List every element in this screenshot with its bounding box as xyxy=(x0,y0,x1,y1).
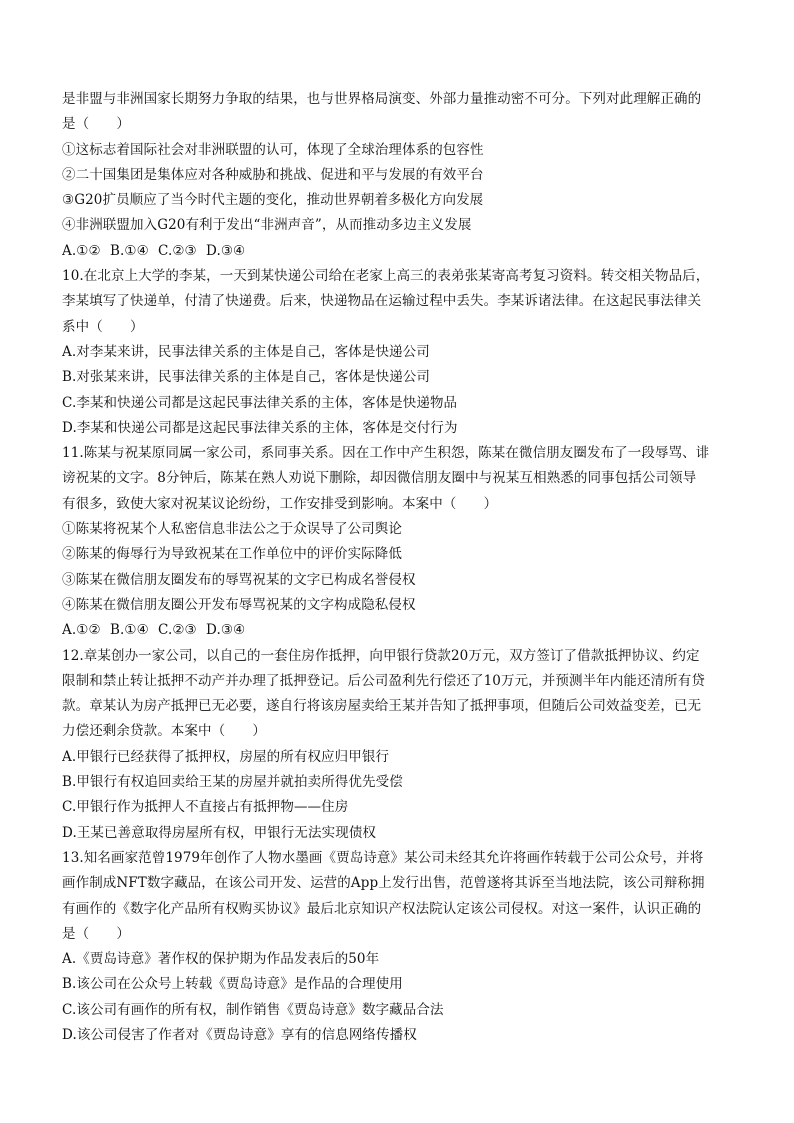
option-c: C.甲银行作为抵押人不直接占有抵押物——住房 xyxy=(62,799,349,816)
option-a: A.甲银行已经获得了抵押权，房屋的所有权应归甲银行 xyxy=(62,748,390,765)
question-stem-line: 11.陈某与祝某原同属一家公司，系同事关系。因在工作中产生积怨，陈某在微信朋友圈发布了一段辱骂、诽 xyxy=(62,445,710,462)
question-stem-line: 力偿还剩余贷款。本案中（ ） xyxy=(62,723,266,740)
choice-d: D.③④ xyxy=(206,242,246,259)
question-13 xyxy=(62,846,734,1048)
statement: ①这标志着国际社会对非洲联盟的认可，体现了全球治理体系的包容性 xyxy=(62,141,484,158)
question-stem-line: 谤祝某的文字。8分钟后，陈某在熟人劝说下删除，却因微信朋友圈中与祝某互相熟悉的同事包括公司领导 xyxy=(62,470,697,487)
question-12 xyxy=(62,644,734,846)
statement: ④非洲联盟加入G20有利于发出“非洲声音”，从而推动多边主义发展 xyxy=(62,217,472,234)
question-stem-line: 12.章某创办一家公司，以自己的一套住房作抵押，向甲银行贷款20万元，双方签订了借款抵押协议、约定 xyxy=(62,647,700,664)
choice-d: D.③④ xyxy=(206,622,246,639)
option-d: D.李某和快递公司都是这起民事法律关系的主体，客体是交付行为 xyxy=(62,419,458,436)
statement: ②二十国集团是集体应对各种威胁和挑战、促进和平与发展的有效平台 xyxy=(62,166,484,183)
option-c: C.该公司有画作的所有权，制作销售《贾岛诗意》数字藏品合法 xyxy=(62,1001,444,1018)
choice-c: C.②③ xyxy=(158,622,197,639)
question-stem-line: 款。章某认为房产抵押已无必要，遂自行将该房屋卖给王某并告知了抵押事项，但随后公司效益变差，已无 xyxy=(62,698,702,715)
question-stem-line: 有画作的《数字化产品所有权购买协议》最后北京知识产权法院认定该公司侵权。对这一案件，认识正确的 xyxy=(62,900,702,917)
statement: ①陈某将祝某个人私密信息非法公之于众误导了公司舆论 xyxy=(62,521,402,538)
question-stem-line: 是非盟与非洲国家长期努力争取的结果，也与世界格局演变、外部力量推动密不可分。下列对此理解正确的 xyxy=(62,91,702,107)
choice-a: A.①② xyxy=(62,242,101,259)
statement: ②陈某的侮辱行为导致祝某在工作单位中的评价实际降低 xyxy=(62,546,402,563)
statement: ④陈某在微信朋友圈公开发布辱骂祝某的文字构成隐私侵权 xyxy=(62,596,416,613)
answer-choices xyxy=(62,239,734,264)
question-stem-line: 有很多，致使大家对祝某议论纷纷，工作安排受到影响。本案中（ ） xyxy=(62,495,498,512)
exam-page xyxy=(62,87,734,1048)
choice-a: A.①② xyxy=(62,622,101,639)
question-stem-line: 李某填写了快递单，付清了快递费。后来，快递物品在运输过程中丢失。李某诉诸法律。在这起民事法律关 xyxy=(62,293,702,310)
question-stem-line: 系中（ ） xyxy=(62,318,144,335)
option-b: B.对张某来讲，民事法律关系的主体是自己，客体是快递公司 xyxy=(62,369,431,386)
question-stem-line: 限制和禁止转让抵押不动产并办理了抵押登记。后公司盈利先行偿还了10万元，并预测半年内能还清所有贷 xyxy=(62,672,705,689)
option-b: B.甲银行有权追回卖给王某的房屋并就拍卖所得优先受偿 xyxy=(62,774,403,791)
option-d: D.该公司侵害了作者对《贾岛诗意》享有的信息网络传播权 xyxy=(62,1026,417,1043)
question-stem-line: 是（ ） xyxy=(62,116,130,133)
choice-b: B.①④ xyxy=(110,622,149,639)
question-stem-line: 是（ ） xyxy=(62,925,130,942)
question-stem-line: 13.知名画家范曾1979年创作了人物水墨画《贾岛诗意》某公司未经其允许将画作转载于公司公众号，并将 xyxy=(62,849,704,866)
statement: ③陈某在微信朋友圈发布的辱骂祝某的文字已构成名誉侵权 xyxy=(62,571,416,588)
option-a: A.对李某来讲，民事法律关系的主体是自己，客体是快递公司 xyxy=(62,343,430,360)
choice-b: B.①④ xyxy=(110,242,149,259)
statement: ③G20扩员顺应了当今时代主题的变化，推动世界朝着多极化方向发展 xyxy=(62,192,484,209)
option-d: D.王某已善意取得房屋所有权，甲银行无法实现债权 xyxy=(62,824,377,841)
option-b: B.该公司在公众号上转载《贾岛诗意》是作品的合理使用 xyxy=(62,976,403,993)
answer-choices xyxy=(62,618,734,643)
question-10 xyxy=(62,264,734,441)
question-11 xyxy=(62,441,734,643)
question-stem-line: 画作制成NFT数字藏品，在该公司开发、运营的App上发行出售，范曾遂将其诉至当地法院，该公司辩称拥 xyxy=(62,875,705,892)
option-c: C.李某和快递公司都是这起民事法律关系的主体，客体是快递物品 xyxy=(62,394,458,411)
choice-c: C.②③ xyxy=(158,242,197,259)
question-stem-line: 10.在北京上大学的李某，一天到某快递公司给在老家上高三的表弟张某寄高考复习资料。转交相关物品后， xyxy=(62,268,710,285)
question-9 xyxy=(62,87,734,264)
option-a: A.《贾岛诗意》著作权的保护期为作品发表后的50年 xyxy=(62,951,380,968)
